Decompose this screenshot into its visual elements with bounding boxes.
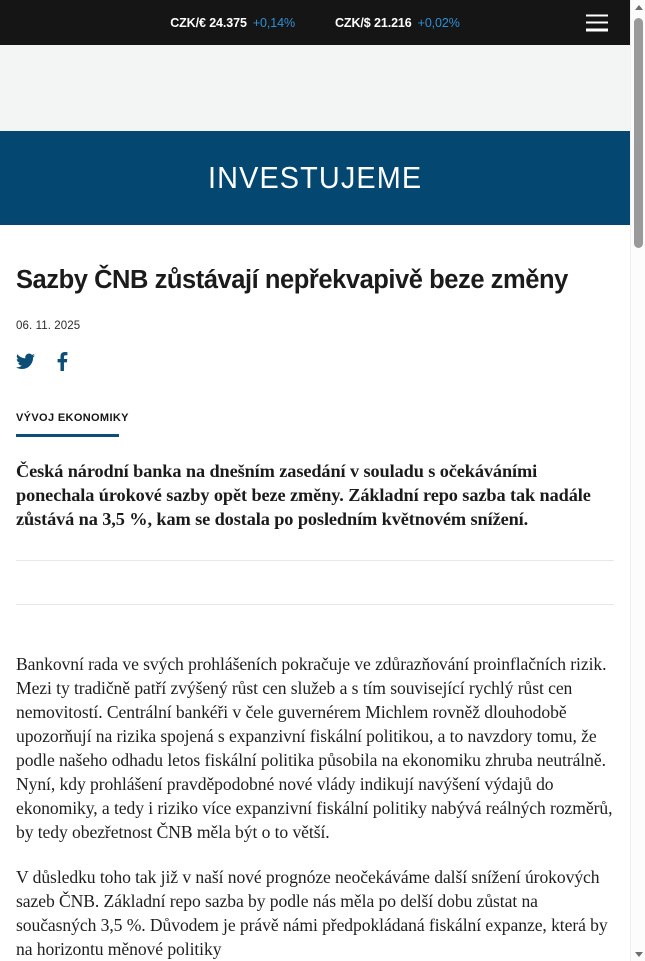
article-category-label[interactable]: VÝVOJ EKONOMIKY [16, 412, 129, 425]
article-body-paragraph: Bankovní rada ve svých prohlášeních pokračuje ve zdůrazňování proinflačních rizik. Mezi ty tradičně patří zvýšený růst cen služeb a s tím související rychlý růst cen nemovitostí. Centrální bankéři v čele guvernérem Michlem rovněž dlouhodobě upozorňují na rizika spojená s expanzivní fiskální politikou, a to navzdory tomu, že podle našeho odhadu letos fiskální politika působila na ekonomiku zhruba neutrálně. Nyní, kdy prohlášení pravděpodobné nové vlády indikují navýšení výdajů do ekonomiky, a tedy i riziko více expanzivní fiskální politiky nabývá reálných rozměrů, by tedy obezřetnost ČNB měla být o to větší. [16, 653, 613, 842]
hamburger-bar-2 [586, 21, 608, 24]
hamburger-menu-icon[interactable] [586, 14, 608, 31]
ticker-item-eur[interactable] [170, 16, 295, 30]
category-block [16, 408, 614, 437]
article-container [0, 225, 630, 961]
ticker-pair-label: CZK/€ 24.375 [170, 15, 247, 30]
article-title: Sazby ČNB zůstávají nepřekvapivě beze změny [16, 266, 568, 294]
scroll-down-arrow-icon[interactable] [631, 947, 645, 961]
category-accent-rule [16, 434, 119, 437]
advertisement-slot [0, 45, 630, 131]
facebook-icon[interactable] [57, 352, 68, 371]
content-divider-bottom [16, 604, 614, 605]
article-body-paragraph: V důsledku toho tak již v naší nové prognóze neočekáváme další snížení úrokových sazeb ČNB. Základní repo sazba by podle nás měla po delší dobu zůstat na současných 3,5 %. Důvodem je právě námi předpokládaná fiskální expanze, která by na horizontu měnové politiky [16, 866, 608, 959]
arrow-triangle-up [635, 5, 643, 10]
article-lead-paragraph: Česká národní banka na dnešním zasedání v souladu s očekáváními ponechala úrokové sazby opět beze změny. Základní repo sazba tak nadále zůstává na 3,5 %, kam se dostala po posledním květnovém snížení. [16, 460, 591, 530]
ticker-pair-label: CZK/$ 21.216 [335, 15, 412, 30]
site-logo[interactable]: INVESTUJEME [207, 160, 423, 195]
twitter-icon[interactable] [16, 353, 35, 370]
top-ticker-bar [0, 0, 630, 45]
ticker-change-value: +0,02% [417, 15, 460, 30]
page-scrollbar[interactable] [630, 0, 645, 961]
hamburger-bar-3 [586, 28, 608, 31]
scroll-up-arrow-icon[interactable] [631, 0, 645, 14]
content-divider-top [16, 560, 614, 561]
article-date: 06. 11. 2025 [16, 320, 81, 333]
hamburger-bar-1 [586, 14, 608, 17]
ticker-item-usd[interactable] [335, 16, 460, 30]
ticker-change-value: +0,14% [252, 15, 295, 30]
arrow-triangle-down [635, 952, 643, 957]
scrollbar-thumb[interactable] [634, 18, 643, 248]
share-row [16, 350, 614, 372]
site-header [0, 131, 630, 225]
